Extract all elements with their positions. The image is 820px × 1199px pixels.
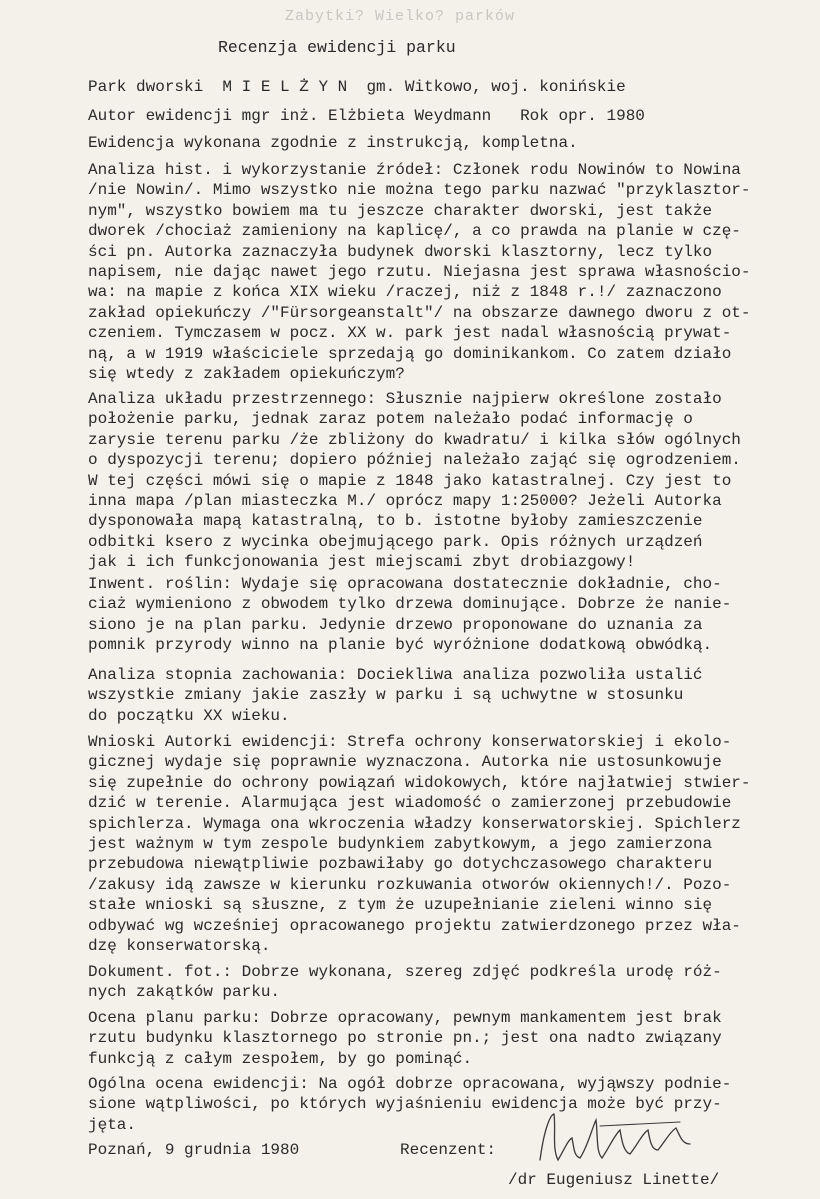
paragraph-preservation-analysis: Analiza stopnia zachowania: Dociekliwa analiza pozwoliła ustalić wszystkie zmiany jakie zaszły w parku i są uchwytne w stosunku do początku XX wieku. [88, 666, 703, 725]
faint-header-text: Zabytki? Wielko? parków [285, 8, 516, 25]
paragraph-plan-assessment: Ocena planu parku: Dobrze opracowany, pewnym mankamentem jest brak rzutu budynku klasztornego po stronie pn.; jest ona nadto związany funkcją z całym zespołem, by go pominąć. [88, 1009, 722, 1068]
compliance-line: Ewidencja wykonana zgodnie z instrukcją, kompletna. [88, 134, 578, 152]
paragraph-spatial-analysis: Analiza układu przestrzennego: Słusznie najpierw określone zostało położenie parku, jednak zaraz potem należało podać informację o zarysie terenu parku /że zbliżony do kwadratu/ i kilka słów ogólnych o dyspozycji terenu; dopiero później należało zająć się ogrodzeniem. W tej części mówi się o mapie z 1848 jako katastralnej. Czy jest to inna mapa /plan miasteczka M./ oprócz mapy 1:25000? Jeżeli Autorka dysponowała mapą katastralną, to b. istotne byłoby zamieszczenie odbitki ksero z wycinka obejmującego park. Opis różnych urządzeń jak i ich funkcjonowania jest miejscami zbyt drobiazgowy! [88, 390, 741, 572]
author-line: Autor ewidencji mgr inż. Elżbieta Weydmann Rok opr. 1980 [88, 107, 645, 125]
paragraph-photo-documentation: Dokument. fot.: Dobrze wykonana, szereg zdjęć podkreśla urodę róż- nych zakątków parku. [88, 963, 722, 1002]
reviewer-label: Recenzent: [400, 1141, 497, 1159]
reviewer-name: /dr Eugeniusz Linette/ [508, 1171, 720, 1189]
document-title: Recenzja ewidencji parku [218, 38, 456, 57]
paragraph-author-conclusions: Wnioski Autorki ewidencji: Strefa ochrony konserwatorskiej i ekolo- gicznej wydaje się poprawnie wyznaczona. Autorka nie ustosunkowuje się zupełnie do ochrony powiązań widokowych, które najłatwiej stwier- dzić w terenie. Alarmująca jest wiadomość o zamierzonej przebudowie spichlerza. Wymaga ona wkroczenia władzy konserwatorskiej. Spichlerz jest ważnym w tym zespole budynkiem zabytkowym, a jego zamierzona przebudowa niewątpliwie pozbawiłaby go dotychczasowego charakteru /zakusy idą zawsze w kierunku rozkuwania otworów okiennych!/. Pozo- stałe wnioski są słuszne, z tym że uzupełnianie zieleni winno się odbywać wg wcześniej opracowanego projektu zatwierdzonego przez wła- dzę konserwatorską. [88, 733, 751, 956]
paragraph-historical-analysis: Analiza hist. i wykorzystanie źródeł: Członek rodu Nowinów to Nowina /nie Nowin/. Mimo wszystko nie można tego parku nazwać "przyklasztor- nym", wszystko bowiem ma tu jeszcze charakter dworski, jest także dworek /chociaż zamieniony na kaplicę/, a co prawda na planie w czę- ści pn. Autorka zaznaczyła budynek dworski klasztorny, lecz tylko napisem, nie dając nawet jego rzutu. Niejasna jest sprawa własnościo- wa: na mapie z końca XIX wieku /raczej, niż z 1848 r.!/ zaznaczono zakład opiekuńczy /"Fürsorgeanstalt"/ na obszarze dawnego dworu z ot- czeniem. Tymczasem w pocz. XX w. park jest nadal własnością prywat- ną, a w 1919 właściciele sprzedają go dominikankom. Co zatem działo się wtedy z zakładem opiekuńczym? [88, 161, 751, 384]
paragraph-overall-assessment: Ogólna ocena ewidencji: Na ogół dobrze opracowana, wyjąwszy podnie- sione wątpliwości, po których wyjaśnieniu ewidencja może być przy- jęta. [88, 1075, 732, 1134]
paragraph-plant-inventory: Inwent. roślin: Wydaje się opracowana dostatecznie dokładnie, cho- ciaż wymieniono z obwodem tylko drzewa dominujące. Dobrze że nanie- siono je na plan parku. Jedynie drzewo proponowane do uznania za pomnik przyrody winno na planie być wyróżnione dodatkową obwódką. [88, 575, 732, 655]
place-date: Poznań, 9 grudnia 1980 [88, 1141, 300, 1159]
handwritten-signature [530, 1100, 710, 1180]
park-line: Park dworski M I E L Ż Y N gm. Witkowo, woj. konińskie [88, 78, 626, 96]
